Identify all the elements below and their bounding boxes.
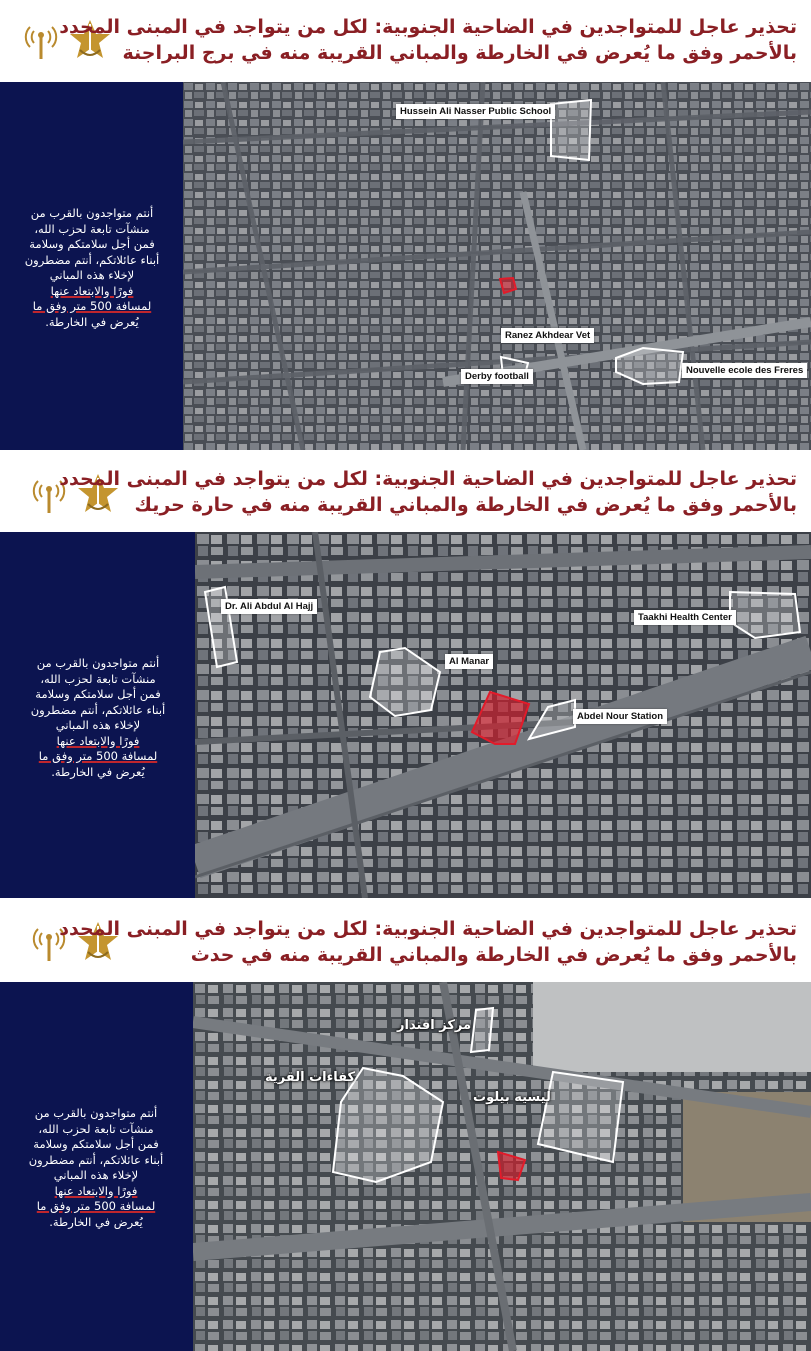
warning-line: لإخلاء هذه المباني [55, 718, 141, 732]
panel-1-header [0, 0, 811, 82]
panel-2-title-line-2: بالأحمر وفق ما يُعرض في الخارطة والمباني القريبة منه في حارة حريك [134, 494, 797, 516]
panel-2-warning-text [8, 656, 188, 780]
panel-1-warning-text [6, 206, 178, 330]
panel-2-map[interactable] [195, 532, 811, 898]
map-label-school: Hussein Ali Nasser Public School [396, 104, 555, 119]
panel-1-sidebar [0, 82, 183, 450]
map-label-nour: Abdel Nour Station [573, 709, 667, 724]
map-label-manar: Al Manar [445, 654, 493, 669]
panel-1-title [59, 14, 797, 66]
panel-3-sidebar [0, 982, 193, 1351]
warning-line: منشآت تابعة لحزب الله، [38, 1121, 154, 1136]
panel-3-map-image [193, 982, 811, 1351]
map-label-iqtidar: مركز اقتدار [397, 1018, 472, 1033]
warning-line-emphasis: فورًا والابتعاد عنها [56, 733, 140, 748]
warning-line-emphasis: لمسافة 500 متر وفق ما [32, 299, 152, 313]
warning-line: أبناء عائلاتكم، أنتم مضطرون [28, 1152, 164, 1167]
panel-3-warning-text [6, 1106, 186, 1230]
panel-1-map[interactable] [183, 82, 811, 450]
panel-2-title [59, 466, 797, 518]
panel-3-title-line-1: تحذير عاجل للمتواجدين في الضاحية الجنوبية: لكل من يتواجد في المبنى المحدد [59, 918, 797, 940]
warning-line: أنتم متواجدون بالقرب من [34, 1106, 158, 1120]
map-label-taakhi: Taakhi Health Center [634, 610, 736, 625]
panel-2-header [0, 456, 811, 532]
warning-line: أنتم متواجدون بالقرب من [36, 656, 160, 670]
map-label-vet: Ranez Akhdear Vet [501, 328, 594, 343]
antenna-emblem-icon [22, 17, 60, 63]
panel-2-title-line-1: تحذير عاجل للمتواجدين في الضاحية الجنوبية: لكل من يتواجد في المبنى المحدد [59, 468, 797, 490]
map-label-kafaat: كفاءات القرية [265, 1070, 356, 1085]
warning-line: منشآت تابعة لحزب الله، [40, 671, 156, 686]
warning-line-emphasis: لمسافة 500 متر وفق ما [36, 1199, 156, 1213]
warning-line: فمن أجل سلامتكم وسلامة [33, 1137, 159, 1151]
warning-line: يُعرض في الخارطة. [51, 764, 145, 779]
map-label-freres: Nouvelle ecole des Freres [682, 363, 807, 378]
warning-line: أبناء عائلاتكم، أنتم مضطرون [24, 252, 160, 267]
panel-2-sidebar [0, 532, 195, 898]
warning-line: أنتم متواجدون بالقرب من [30, 206, 154, 220]
map-label-hajj: Dr. Ali Abdul Al Hajj [221, 599, 317, 614]
warning-line: يُعرض في الخارطة. [45, 314, 139, 329]
panel-3-map[interactable] [193, 982, 811, 1351]
warning-line: يُعرض في الخارطة. [49, 1214, 143, 1229]
warning-line: فمن أجل سلامتكم وسلامة [29, 237, 155, 251]
warning-line: لإخلاء هذه المباني [53, 1168, 139, 1182]
panel-1-map-image [183, 82, 811, 450]
panel-2-map-image [195, 532, 811, 898]
warning-line: أبناء عائلاتكم، أنتم مضطرون [30, 702, 166, 717]
map-label-derby: Derby football [461, 369, 533, 384]
panel-3-title-line-2: بالأحمر وفق ما يُعرض في الخارطة والمباني القريبة منه في حدث [190, 944, 797, 966]
warning-line-emphasis: فورًا والابتعاد عنها [50, 283, 134, 298]
panel-1-title-line-2: بالأحمر وفق ما يُعرض في الخارطة والمباني القريبة منه في برج البراجنة [122, 42, 797, 64]
warning-line: لإخلاء هذه المباني [49, 268, 135, 282]
warning-line: منشآت تابعة لحزب الله، [34, 221, 150, 236]
panel-3-title [59, 916, 797, 968]
map-label-lycee: ليسيه بيلوت [473, 1090, 551, 1105]
panel-3-header [0, 904, 811, 982]
panel-1-title-line-1: تحذير عاجل للمتواجدين في الضاحية الجنوبية: لكل من يتواجد في المبنى المحدد [59, 16, 797, 38]
warning-line-emphasis: فورًا والابتعاد عنها [54, 1183, 138, 1198]
warning-line: فمن أجل سلامتكم وسلامة [35, 687, 161, 701]
warning-line-emphasis: لمسافة 500 متر وفق ما [38, 749, 158, 763]
